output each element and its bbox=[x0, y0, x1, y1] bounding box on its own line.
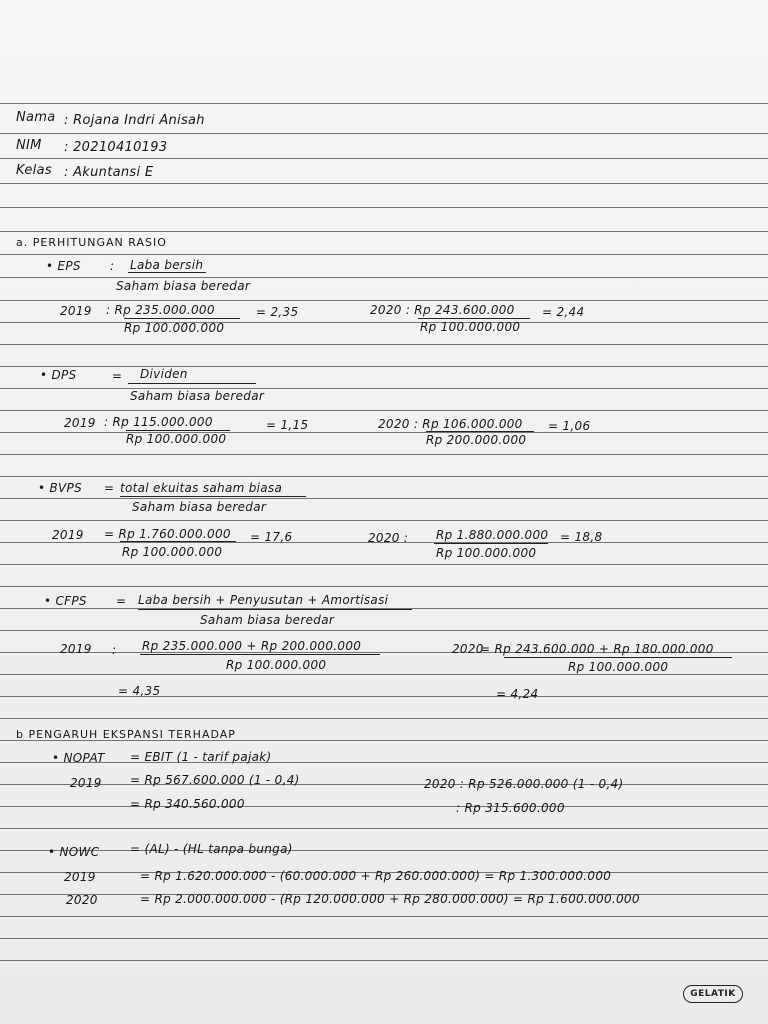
dps-denominator: Saham biasa beredar bbox=[130, 389, 265, 403]
ruled-line bbox=[0, 344, 768, 345]
ruled-line bbox=[0, 960, 768, 961]
eps-2020-result: = 2,44 bbox=[542, 305, 585, 319]
nowc-2019-calc: = Rp 1.620.000.000 - (60.000.000 + Rp 260.000.000) = Rp 1.300.000.000 bbox=[140, 869, 612, 883]
ruled-line bbox=[0, 564, 768, 565]
dps-2019-year: 2019 bbox=[64, 416, 96, 430]
ruled-line bbox=[0, 432, 768, 433]
nowc-formula: = (AL) - (HL tanpa bunga) bbox=[130, 842, 293, 856]
nopat-2019-result: = Rp 340.560.000 bbox=[130, 797, 245, 811]
eps-numerator: Laba bersih bbox=[130, 258, 204, 272]
section-a-title: a. PERHITUNGAN RASIO bbox=[16, 236, 167, 249]
ruled-line bbox=[0, 718, 768, 719]
cfps-2019-numerator: Rp 235.000.000 + Rp 200.000.000 bbox=[142, 639, 362, 653]
bvps-2020-denominator: Rp 100.000.000 bbox=[436, 546, 537, 560]
fraction-line bbox=[138, 609, 412, 610]
eps-2019-numerator: : Rp 235.000.000 bbox=[106, 303, 215, 317]
ruled-line bbox=[0, 133, 768, 134]
eps-2020-numerator: 2020 : Rp 243.600.000 bbox=[370, 303, 515, 317]
nopat-2019-year: 2019 bbox=[70, 776, 102, 790]
ruled-line bbox=[0, 254, 768, 255]
kelas-value: : Akuntansi E bbox=[64, 165, 154, 180]
ruled-line bbox=[0, 674, 768, 675]
ruled-line bbox=[0, 850, 768, 851]
cfps-numerator: Laba bersih + Penyusutan + Amortisasi bbox=[138, 593, 389, 607]
cfps-label: • CFPS bbox=[44, 594, 87, 608]
fraction-line bbox=[120, 496, 306, 497]
fraction-line bbox=[128, 383, 256, 384]
cfps-2020-result: = 4,24 bbox=[496, 687, 539, 701]
fraction-line bbox=[426, 431, 534, 432]
nim-label: NIM bbox=[16, 138, 42, 153]
ruled-line bbox=[0, 388, 768, 389]
ruled-line bbox=[0, 938, 768, 939]
ruled-line bbox=[0, 158, 768, 159]
eps-2019-year: 2019 bbox=[60, 304, 92, 318]
dps-2020-result: = 1,06 bbox=[548, 419, 591, 433]
bvps-2019-numerator: = Rp 1.760.000.000 bbox=[104, 527, 231, 541]
ruled-line bbox=[0, 103, 768, 104]
ruled-line bbox=[0, 300, 768, 301]
ruled-line bbox=[0, 231, 768, 232]
dps-2019-result: = 1,15 bbox=[266, 418, 309, 432]
cfps-2019-result: = 4,35 bbox=[118, 684, 161, 698]
nim-value: : 20210410193 bbox=[64, 140, 168, 155]
nopat-2020-result: : Rp 315.600.000 bbox=[456, 801, 565, 815]
bvps-numerator: total ekuitas saham biasa bbox=[120, 481, 283, 495]
bvps-denominator: Saham biasa beredar bbox=[132, 500, 267, 514]
nopat-2020-calc: 2020 : Rp 526.000.000 (1 - 0,4) bbox=[424, 777, 624, 791]
cfps-eq: = bbox=[116, 594, 127, 608]
ruled-line bbox=[0, 454, 768, 455]
cfps-2019-denominator: Rp 100.000.000 bbox=[226, 658, 327, 672]
fraction-line bbox=[418, 318, 530, 319]
fraction-line bbox=[124, 318, 240, 319]
bvps-2019-year: 2019 bbox=[52, 528, 84, 542]
fraction-line bbox=[128, 272, 206, 273]
nowc-2020-calc: = Rp 2.000.000.000 - (Rp 120.000.000 + Rp 280.000.000) = Rp 1.600.000.000 bbox=[140, 892, 640, 906]
ruled-line bbox=[0, 183, 768, 184]
fraction-line bbox=[126, 430, 230, 431]
bvps-2019-denominator: Rp 100.000.000 bbox=[122, 545, 223, 559]
dps-2019-denominator: Rp 100.000.000 bbox=[126, 432, 227, 446]
bvps-2020-numerator: Rp 1.880.000.000 bbox=[436, 528, 549, 542]
gelatik-logo: GELATIK bbox=[683, 985, 743, 1003]
ruled-line bbox=[0, 696, 768, 697]
ruled-line bbox=[0, 828, 768, 829]
kelas-label: Kelas bbox=[16, 163, 52, 178]
eps-2020-denominator: Rp 100.000.000 bbox=[420, 320, 521, 334]
cfps-denominator: Saham biasa beredar bbox=[200, 613, 335, 627]
nowc-label: • NOWC bbox=[48, 845, 100, 859]
ruled-line bbox=[0, 586, 768, 587]
ruled-line bbox=[0, 277, 768, 278]
dps-2019-numerator: : Rp 115.000.000 bbox=[104, 415, 213, 429]
cfps-2019-year: 2019 bbox=[60, 642, 92, 656]
dps-label: • DPS bbox=[40, 368, 77, 382]
cfps-2020-denominator: Rp 100.000.000 bbox=[568, 660, 669, 674]
cfps-2020-numerator: = Rp 243.600.000 + Rp 180.000.000 bbox=[480, 642, 714, 656]
eps-eq: : bbox=[110, 259, 115, 273]
nowc-2019-year: 2019 bbox=[64, 870, 96, 884]
nopat-2019-calc: = Rp 567.600.000 (1 - 0,4) bbox=[130, 773, 300, 787]
ruled-line bbox=[0, 520, 768, 521]
dps-2020-numerator: 2020 : Rp 106.000.000 bbox=[378, 417, 523, 431]
bvps-label: • BVPS bbox=[38, 481, 82, 495]
eps-2019-denominator: Rp 100.000.000 bbox=[124, 321, 225, 335]
ruled-line bbox=[0, 322, 768, 323]
bvps-eq: = bbox=[104, 481, 115, 495]
bvps-2019-result: = 17,6 bbox=[250, 530, 293, 544]
bvps-2020-year: 2020 : bbox=[368, 531, 409, 545]
eps-denominator: Saham biasa beredar bbox=[116, 279, 251, 293]
cfps-2019-eq: : bbox=[112, 643, 117, 657]
name-value: : Rojana Indri Anisah bbox=[64, 113, 205, 128]
ruled-line bbox=[0, 476, 768, 477]
fraction-line bbox=[504, 657, 732, 658]
ruled-line bbox=[0, 806, 768, 807]
dps-eq: = bbox=[112, 369, 123, 383]
nopat-label: • NOPAT bbox=[52, 751, 105, 765]
eps-label: • EPS bbox=[46, 259, 81, 273]
nopat-formula: = EBIT (1 - tarif pajak) bbox=[130, 750, 272, 764]
nowc-2020-year: 2020 bbox=[66, 893, 98, 907]
ruled-line bbox=[0, 916, 768, 917]
ruled-line bbox=[0, 762, 768, 763]
ruled-line bbox=[0, 366, 768, 367]
fraction-line bbox=[120, 541, 236, 542]
section-b-title: b PENGARUH EKSPANSI TERHADAP bbox=[16, 728, 236, 741]
ruled-line bbox=[0, 630, 768, 631]
eps-2019-result: = 2,35 bbox=[256, 305, 299, 319]
bvps-2020-result: = 18,8 bbox=[560, 530, 603, 544]
fraction-line bbox=[434, 543, 548, 544]
ruled-line bbox=[0, 207, 768, 208]
ruled-line bbox=[0, 410, 768, 411]
ruled-line bbox=[0, 784, 768, 785]
dps-2020-denominator: Rp 200.000.000 bbox=[426, 433, 527, 447]
fraction-line bbox=[140, 654, 380, 655]
name-label: Nama bbox=[16, 110, 56, 125]
dps-numerator: Dividen bbox=[140, 367, 188, 381]
ruled-line bbox=[0, 498, 768, 499]
cfps-2020-year: 2020 bbox=[452, 642, 484, 656]
